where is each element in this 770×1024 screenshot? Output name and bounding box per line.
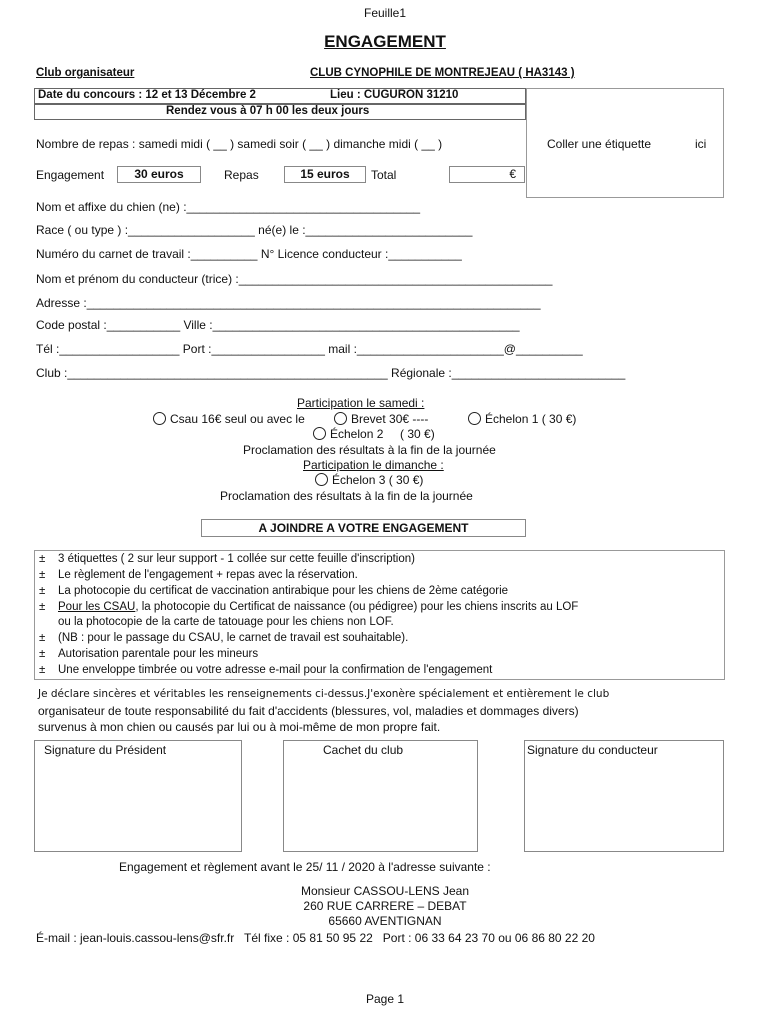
club-name: CLUB CYNOPHILE DE MONTREJEAU ( HA3143 ) <box>310 67 575 79</box>
radio-icon[interactable] <box>334 412 347 425</box>
address-street: 260 RUE CARRERE – DEBAT <box>303 899 467 913</box>
field-conducteur[interactable]: Nom et prénom du conducteur (trice) :_______________________________________________ <box>36 272 553 286</box>
address-name: Monsieur CASSOU-LENS Jean <box>300 884 470 898</box>
radio-icon[interactable] <box>153 412 166 425</box>
signature-president-label: Signature du Président <box>44 743 167 757</box>
field-code-postal[interactable]: Code postal :___________ Ville :______________________________________________ <box>36 318 520 332</box>
declaration-line3: survenus à mon chien ou causés par lui ou à moi-même de mon propre fait. <box>38 720 441 734</box>
field-tel[interactable]: Tél :__________________ Port :_________________ mail :______________________@__________ <box>36 342 583 356</box>
list-item: ± (NB : pour le passage du CSAU, le carnet de travail est souhaitable). <box>39 632 409 644</box>
concours-date: Date du concours : 12 et 13 Décembre 2 <box>38 89 256 101</box>
radio-icon[interactable] <box>313 427 326 440</box>
engagement-label: Engagement <box>36 168 105 182</box>
field-adresse[interactable]: Adresse :____________________________________________________________________ <box>36 296 541 310</box>
list-item: ± Autorisation parentale pour les mineurs <box>39 648 259 660</box>
list-item: ± La photocopie du certificat de vaccination antirabique pour les chiens de 2ème catégorie <box>39 585 509 597</box>
field-race[interactable]: Race ( ou type ) :___________________ né(e) le :_________________________ <box>36 223 473 237</box>
radio-icon[interactable] <box>315 473 328 486</box>
radio-icon[interactable] <box>468 412 481 425</box>
proclamation-dimanche: Proclamation des résultats à la fin de la journée <box>220 489 473 503</box>
contact-line: É-mail : jean-louis.cassou-lens@sfr.fr Tél fixe : 05 81 50 95 22 Port : 06 33 64 23 70 ou 06 86 80 22 20 <box>36 931 595 945</box>
option-csau[interactable]: Csau 16€ seul ou avec le <box>153 412 305 426</box>
repas-label: Repas <box>224 168 259 182</box>
rendezvous: Rendez vous à 07 h 00 les deux jours <box>166 105 370 117</box>
sheet-name: Feuille1 <box>363 6 407 20</box>
repas-amount: 15 euros <box>284 166 366 183</box>
engagement-amount: 30 euros <box>117 166 201 183</box>
page-title: ENGAGEMENT <box>324 32 446 51</box>
option-brevet[interactable]: Brevet 30€ ---- <box>334 412 428 426</box>
reglement-deadline: Engagement et règlement avant le 25/ 11 / 2020 à l'adresse suivante : <box>119 860 491 874</box>
list-item: ± Pour les CSAU, la photocopie du Certificat de naissance (ou pédigree) pour les chiens inscrits au LOF <box>39 601 579 613</box>
total-label: Total <box>371 168 397 182</box>
option-echelon1[interactable]: Échelon 1 ( 30 €) <box>468 412 576 426</box>
proclamation-samedi: Proclamation des résultats à la fin de la journée <box>243 443 496 457</box>
field-club[interactable]: Club :________________________________________________ Régionale :__________________________ <box>36 366 626 380</box>
list-item: ± Une enveloppe timbrée ou votre adresse e-mail pour la confirmation de l'engagement <box>39 664 493 676</box>
cachet-label: Cachet du club <box>323 743 404 757</box>
address-city: 65660 AVENTIGNAN <box>328 914 442 928</box>
option-echelon3[interactable]: Échelon 3 ( 30 €) <box>315 473 423 487</box>
declaration-line2: organisateur de toute responsabilité du fait d'accidents (blessures, vol, maladies et dommages divers) <box>38 704 579 718</box>
dimanche-title: Participation le dimanche : <box>303 458 444 472</box>
club-label: Club organisateur <box>36 67 135 79</box>
samedi-title: Participation le samedi : <box>297 396 425 410</box>
option-echelon2[interactable]: Échelon 2 ( 30 €) <box>313 427 435 441</box>
declaration-line1: Je déclare sincères et véritables les renseignements ci-dessus.J'exonère spécialement et entièrement le club <box>38 688 610 700</box>
field-carnet[interactable]: Numéro du carnet de travail :__________ N° Licence conducteur :___________ <box>36 247 462 261</box>
list-item: ± Le règlement de l'engagement + repas avec la réservation. <box>39 569 358 581</box>
list-item: ± 3 étiquettes ( 2 sur leur support - 1 collée sur cette feuille d'inscription) <box>39 553 415 565</box>
etiquette-ici: ici <box>695 137 707 151</box>
etiquette-label: Coller une étiquette <box>547 137 652 151</box>
field-nom-chien[interactable]: Nom et affixe du chien (ne) :___________________________________ <box>36 200 421 214</box>
total-field[interactable]: € <box>449 166 525 183</box>
signature-conducteur-label: Signature du conducteur <box>527 743 658 757</box>
joindre-title: A JOINDRE A VOTRE ENGAGEMENT <box>201 519 526 537</box>
page-number: Page 1 <box>365 992 405 1006</box>
repas-count-line: Nombre de repas : samedi midi ( __ ) samedi soir ( __ ) dimanche midi ( __ ) <box>36 137 443 151</box>
concours-lieu: Lieu : CUGURON 31210 <box>330 89 459 101</box>
list-item-continuation: ou la photocopie de la carte de tatouage pour les chiens non LOF. <box>58 616 394 628</box>
